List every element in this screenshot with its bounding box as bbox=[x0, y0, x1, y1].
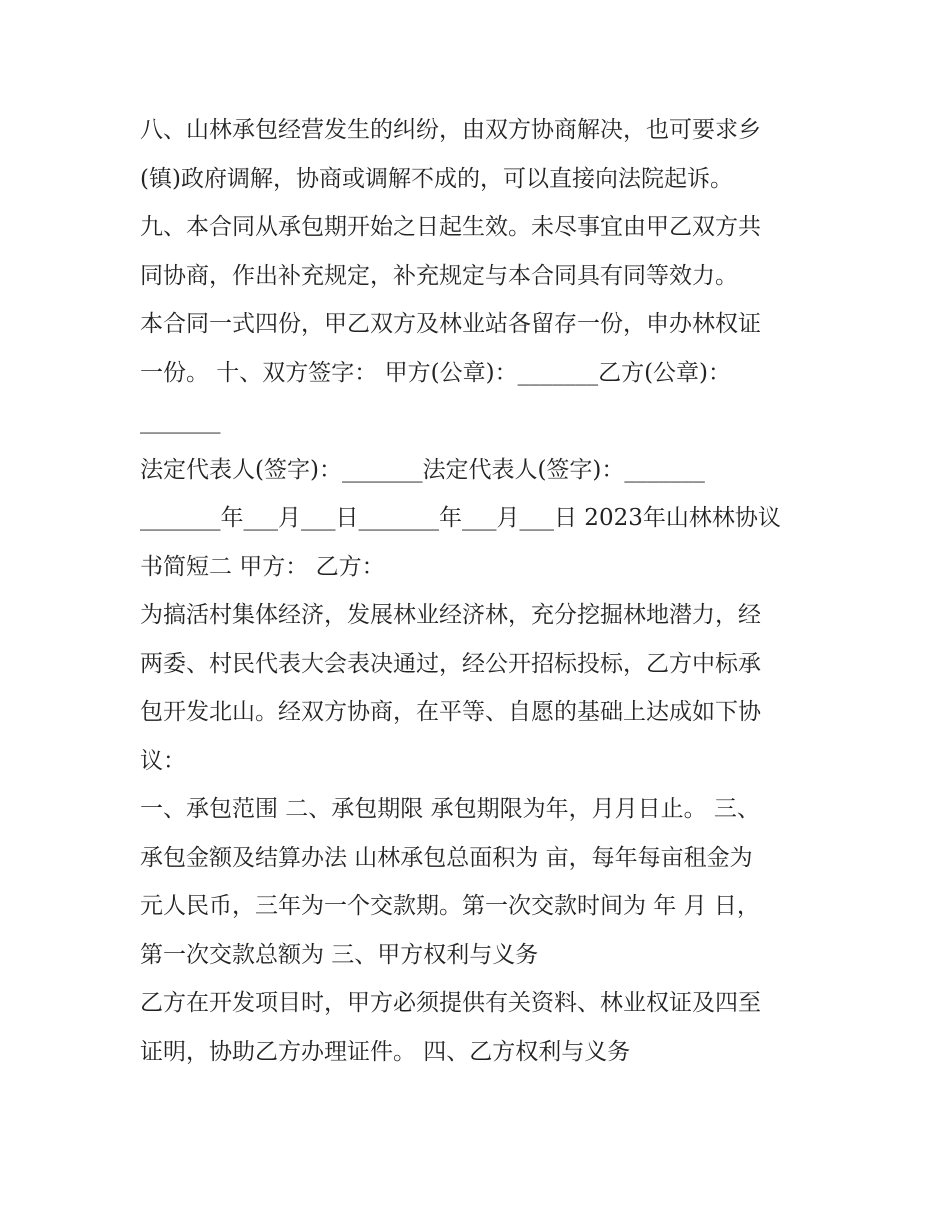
text-line: 两委、村民代表大会表决通过，经公开招标投标，乙方中标承 bbox=[140, 650, 761, 677]
text-line: _______ bbox=[140, 408, 221, 434]
text-line: 一、承包范围 二、承包期限 承包期限为年，月月日止。 三、 bbox=[140, 796, 760, 822]
text-line: 法定代表人(签字)：_______法定代表人(签字)：_______ bbox=[140, 456, 705, 483]
text-line: 本合同一式四份，甲乙双方及林业站各留存一份，申办林权证 bbox=[140, 311, 761, 337]
text-line: 为搞活村集体经济，发展林业经济林，充分挖掘林地潜力，经 bbox=[140, 602, 761, 628]
text-line: 八、山林承包经营发生的纠纷，由双方协商解决，也可要求乡 bbox=[140, 117, 761, 143]
text-line: 承包金额及结算办法 山林承包总面积为 亩，每年每亩租金为 bbox=[140, 844, 753, 871]
text-line: 元人民币，三年为一个交款期。第一次交款时间为 年 月 日， bbox=[140, 893, 760, 919]
text-line: 乙方在开发项目时，甲方必须提供有关资料、林业权证及四至 bbox=[140, 990, 761, 1016]
text-line: 九、本合同从承包期开始之日起生效。未尽事宜由甲乙双方共 bbox=[140, 214, 761, 240]
text-line: 议： bbox=[140, 747, 186, 774]
text-line: 包开发北山。经双方协商，在平等、自愿的基础上达成如下协 bbox=[140, 699, 761, 725]
text-line: _______年___月___日_______年___月___日 2023年山林林协议 bbox=[140, 505, 781, 531]
text-line: (镇)政府调解，协商或调解不成的，可以直接向法院起诉。 bbox=[140, 165, 733, 192]
text-line: 证明，协助乙方办理证件。 四、乙方权利与义务 bbox=[140, 1038, 631, 1065]
text-line: 同协商，作出补充规定，补充规定与本合同具有同等效力。 bbox=[140, 262, 738, 289]
text-line: 书简短二 甲方： 乙方： bbox=[140, 553, 385, 580]
text-line: 第一次交款总额为 三、甲方权利与义务 bbox=[140, 941, 539, 968]
document-body bbox=[140, 106, 830, 1076]
text-line: 一份。 十、双方签字： 甲方(公章)：_______乙方(公章)： bbox=[140, 359, 732, 386]
